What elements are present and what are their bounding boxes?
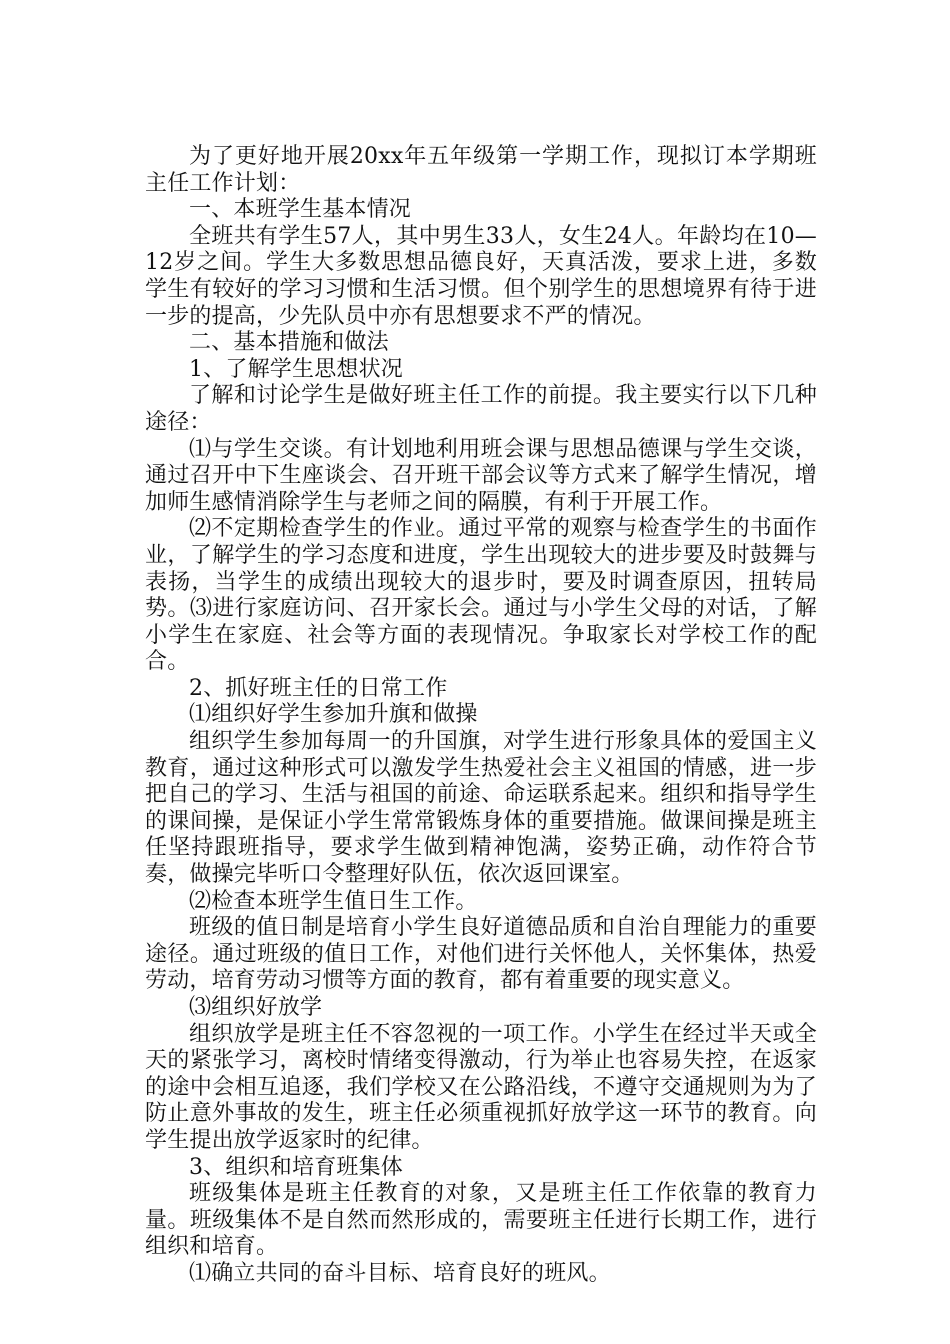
class-collective-paragraph: 班级集体是班主任教育的对象，又是班主任工作依靠的教育力量。班级集体不是自然而然形成的，需要班主任进行长期工作，进行组织和培育。 bbox=[145, 1181, 817, 1260]
section-heading-class-situation: 一、本班学生基本情况 bbox=[189, 197, 412, 223]
duty-work-paragraph: 班级的值日制是培育小学生良好道德品质和自治自理能力的重要途径。通过班级的值日工作，对他们进行关怀他人，关怀集体，热爱劳动，培育劳动习惯等方面的教育，都有着重要的现实意义。 bbox=[145, 915, 817, 994]
item-dismissal: ⑶组织好放学 bbox=[189, 995, 323, 1020]
dismissal-paragraph: 组织放学是班主任不容忽视的一项工作。小学生在经过半天或全天的紧张学习，离校时情绪变得激动，行为举止也容易失控，在返家的途中会相互追逐，我们学校又在公路沿线，不遵守交通规则为为了防止意外事故的发生，班主任必须重视抓好放学这一环节的教育。向学生提出放学返家时的纪律。 bbox=[145, 1021, 817, 1153]
item-common-goals: ⑴确立共同的奋斗目标、培育良好的班风。 bbox=[189, 1260, 611, 1286]
subheading-daily-work: 2、抓好班主任的日常工作 bbox=[189, 675, 448, 701]
subheading-class-collective: 3、组织和培育班集体 bbox=[189, 1154, 403, 1180]
item-duty-work: ⑵检查本班学生值日生工作。 bbox=[189, 888, 478, 914]
subheading-understand-students: 1、了解学生思想状况 bbox=[189, 356, 403, 382]
flag-and-exercise-paragraph: 组织学生参加每周一的升国旗，对学生进行形象具体的爱国主义教育，通过这种形式可以激发学生热爱社会主义祖国的情感，进一步把自己的学习、生活与祖国的前途、命运联系起来。组织和指导学生的课间操，是保证小学生常常锻炼身体的重要措施。做课间操是班主任坚持跟班指导，要求学生做到精神饱满，姿势正确，动作符合节奏，做操完毕听口令整理好队伍，依次返回课室。 bbox=[145, 729, 817, 888]
talk-with-students-paragraph: ⑴与学生交谈。有计划地利用班会课与思想品德课与学生交谈，通过召开中下生座谈会、召开班干部会议等方式来了解学生情况，增加师生感情消除学生与老师之间的隔膜，有利于开展工作。 bbox=[145, 436, 817, 515]
document-body bbox=[145, 144, 817, 1288]
check-homework-paragraph: ⑵不定期检查学生的作业。通过平常的观察与检查学生的书面作业，了解学生的学习态度和进度，学生出现较大的进步要及时鼓舞与表扬，当学生的成绩出现较大的退步时，要及时调查原因，扭转局势。⑶进行家庭访问、召开家长会。通过与小学生父母的对话，了解小学生在家庭、社会等方面的表现情况。争取家长对学校工作的配合。 bbox=[145, 516, 817, 675]
item-flag-and-exercise: ⑴组织好学生参加升旗和做操 bbox=[189, 702, 478, 728]
class-situation-paragraph: 全班共有学生57人，其中男生33人，女生24人。年龄均在10—12岁之间。学生大多数思想品德良好，天真活泼，要求上进，多数学生有较好的学习习惯和生活习惯。但个别学生的思想境界有待于进一步的提高，少先队员中亦有思想要求不严的情况。 bbox=[145, 223, 817, 329]
section-heading-measures: 二、基本措施和做法 bbox=[189, 330, 389, 356]
intro-paragraph: 为了更好地开展20xx年五年级第一学期工作，现拟订本学期班主任工作计划： bbox=[145, 144, 817, 196]
understand-students-paragraph: 了解和讨论学生是做好班主任工作的前提。我主要实行以下几种途径： bbox=[145, 383, 817, 435]
